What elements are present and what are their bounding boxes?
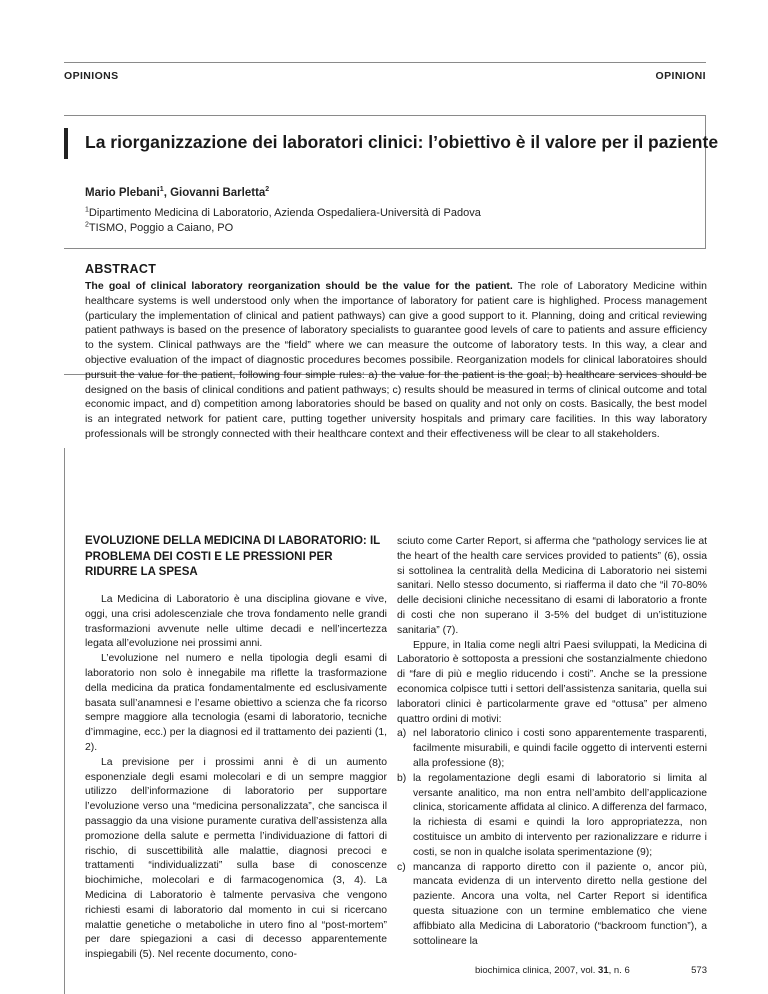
affiliation-text: TISMO, Poggio a Caiano, PO (88, 222, 234, 234)
column-margin-rule (64, 448, 65, 994)
section-label-it: OPINIONI (655, 70, 706, 82)
body-paragraph: L’evoluzione nel numero e nella tipologia degli esami di laboratorio non solo è innegabile ma riflette la trasformazione della medicina da pratica fondamentalmente ed esclusivamente basata sull’anamnesi e l’esame obiettivo a scienza che fa ricorso sempre maggiore alla tecnologia (esami di laboratorio, tecniche d’immagine, ecc.) per la diagnosi ed il trattamento dei pazienti (1, 2). (85, 653, 387, 753)
header-top-rule (64, 62, 706, 63)
author-affiliation-mark: 1 (159, 186, 164, 194)
author-name: Giovanni Barletta (170, 187, 266, 199)
abstract-lead: The goal of clinical laboratory reorganization should be the value for the patient. (85, 280, 513, 292)
list-item (397, 861, 707, 950)
body-paragraph: La Medicina di Laboratorio è una disciplina giovane e vive, oggi, una crisi adolescenziale che trova fondamento nelle grandi trasformazioni avvenute nelle ultime decadi e nell’incertezza legata all’evoluzione nei prossimi anni. (85, 594, 387, 650)
journal-volume: 31 (598, 965, 609, 976)
title-accent-bar (64, 128, 68, 159)
page-number: 573 (691, 965, 707, 976)
affiliation-mark: 2 (85, 221, 89, 229)
list-item (397, 727, 707, 771)
abstract-body (85, 279, 707, 442)
article-title: La riorganizzazione dei laboratori clinici: l’obiettivo è il valore per il paziente (85, 132, 719, 152)
body-column-left (85, 593, 387, 963)
list-item-text: mancanza di rapporto diretto con il paziente o, ancor più, mancata evidenza di un intervento diretto nella gestione del paziente. Ancora una volta, nel Carter Report si identifica questa situazione con un termine emblematico che viene affibbiato alla Medicina di Laboratorio (“backroom function”), a sottolineare la (413, 861, 707, 947)
section-label-en: OPINIONS (64, 70, 119, 82)
author-name: Mario Plebani (85, 187, 160, 199)
affiliation-2 (85, 222, 233, 234)
section-heading: EVOLUZIONE DELLA MEDICINA DI LABORATORIO: IL PROBLEMA DEI COSTI E LE PRESSIONI PER RIDURRE LA SPESA (85, 535, 380, 578)
affiliation-1 (85, 207, 481, 219)
journal-citation (475, 965, 630, 976)
affiliation-text: Dipartimento Medicina di Laboratorio, Azienda Ospedaliera-Università di Padova (88, 207, 481, 219)
body-paragraph: La previsione per i prossimi anni è di un aumento esponenziale degli esami molecolari e di un sempre maggior utilizzo dell’informazione di laboratorio per supportare l’evoluzione verso una “medicina personalizzata”, che sancisca il passaggio da una visione puramente curativa dell’assistenza alla promozione della salute e permetta l’individuazione di fattori di rischio, di suscettibilità alle malattie, diagnosi precoci e trattamenti “individualizzati” sulla base di conoscenze biochimiche, molecolari e di farmacogenomica (3, 4). La Medicina di Laboratorio è talmente pervasiva che vengono richiesti esami di laboratorio dal momento in cui si ricercano malattie genetiche o metaboliche in utero fino al “post-mortem” per dare spiegazioni a casi di decesso apparentemente inspiegabili (5). Nel recente documento, cono- (85, 756, 387, 961)
journal-citation-text: biochimica clinica, 2007, vol. (475, 965, 599, 976)
list-item-label: b) (397, 772, 407, 784)
header-bottom-rule (64, 115, 706, 116)
affiliation-mark: 1 (85, 206, 89, 214)
list-item (397, 772, 707, 861)
journal-issue: , n. 6 (608, 965, 630, 976)
author-list (85, 187, 269, 199)
body-paragraph: Eppure, in Italia come negli altri Paesi sviluppati, la Medicina di Laboratorio è sottoposta a pressioni che sostanzialmente chiedono di “fare di più e meglio riducendo i costi”. Anche se la pressione economica colpisce tutti i settori dell’assistenza sanitaria, quella sui laboratori clinici è particolarmente grave ed “ottusa” per almeno quattro ordini di motivi: (397, 639, 707, 725)
body-column-right (397, 535, 707, 949)
list-item-label: c) (397, 861, 406, 873)
author-affiliation-mark: 2 (265, 186, 270, 194)
abstract-text: The role of Laboratory Medicine within healthcare systems is well understood only when the importance of laboratory for patient care is highlighed. Process management (particulary the implementation of clinical and patient pathways) can give a good support to it. Planning, doing and critical reviewing patient pathways is based on the presence of laboratory specialists to guarantee good levels of care to patients and assure efficiency to the system. Clinical pathways are the “field” where we can measure the outcome of laboratory tests. In this way, a clear and objective evaluation of the impact of diagnostic procedures becomes possibile. Reorganization models for clinical laboratoires should pursuit the value for the patient, following four simple rules: a) the value for the patient is the goal; b) healthcare services should be designed on the basis of clinical conditions and patient pathways; c) results should be measured in terms of clinical outcome and total economic impact, and d) competition among laboratories should be based on quality and not only on costs. Basically, the best model is an integrated network for patient care, putting together university hospitals and primary care facilities. In this way laboratory professionals will be strongly connected with their healthcare context and their effectiveness will be clear to all stakeholders. (85, 280, 707, 440)
list-item-text: la regolamentazione degli esami di laboratorio si limita al versante analitico, ma non entra nell’ambito dell’applicazione clinica, storicamente affidata al clinico. A differenza del farmaco, la richiesta di esami e quindi la loro appropriatezza, non costituisce un ambito di intervento per razionalizzare e ridurre i costi, se non in qualche isolata sperimentazione (9); (413, 772, 707, 858)
author-separator: , (163, 187, 171, 199)
body-paragraph: sciuto come Carter Report, si afferma che “pathology services lie at the heart of the health care services provided to patients” (6), ossia si sottolinea la centralità della Medicina di Laboratorio nei sistemi sanitari. Nello stesso documento, si riafferma il dato che “il 70-80% delle decisioni cliniche necessitano di esami di laboratorio a fronte di costi che non superano il 3-5% del budget di un’istituzione sanitaria” (7). (397, 536, 707, 636)
list-item-label: a) (397, 728, 407, 740)
abstract-heading: ABSTRACT (85, 262, 157, 276)
list-item-text: nel laboratorio clinico i costi sono apparentemente trasparenti, facilmente misurabili, e quindi facile oggetto di interventi esterni alla professione (8); (413, 728, 707, 769)
